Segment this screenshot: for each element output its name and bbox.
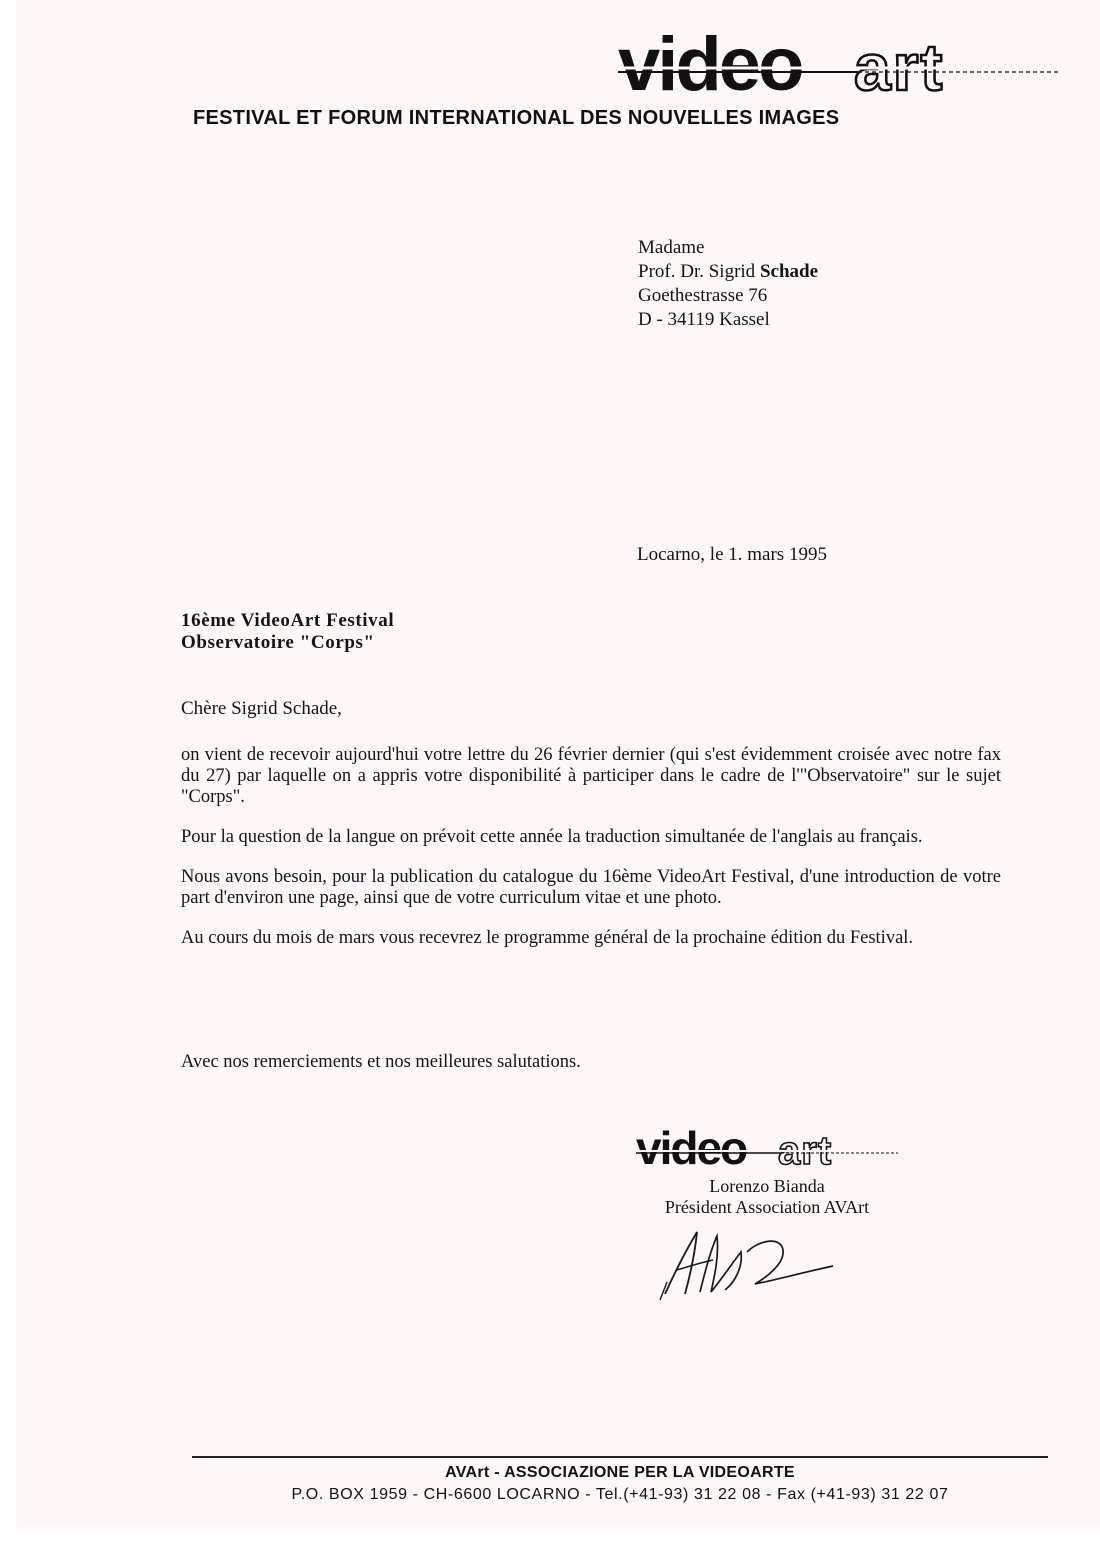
svg-text:art: art bbox=[854, 30, 945, 104]
letter-subject bbox=[181, 610, 394, 654]
videoart-logo bbox=[618, 20, 1058, 110]
scan-margin-bottom bbox=[0, 1530, 1100, 1555]
recipient-salutation-line: Madame bbox=[638, 237, 705, 258]
body-paragraph: Pour la question de la langue on prévoit cette année la traduction simultanée de l'anglais au français. bbox=[181, 827, 923, 847]
subject-line-2: Observatoire "Corps" bbox=[181, 632, 375, 653]
recipient-address bbox=[638, 236, 818, 332]
recipient-name bbox=[638, 260, 818, 284]
svg-text:video: video bbox=[636, 1122, 747, 1174]
letter-date: Locarno, le 1. mars 1995 bbox=[637, 544, 827, 565]
body-paragraph: on vient de recevoir aujourd'hui votre lettre du 26 février dernier (qui s'est évidemment croisée avec notre fax du 27) par laquelle on a appris votre disponibilité à participer dans le cadre de l'"Observatoire" sur le sujet "Corps". bbox=[181, 745, 1001, 807]
handwritten-signature bbox=[655, 1222, 845, 1302]
scan-margin-left bbox=[0, 0, 16, 1555]
letterhead-subtitle: FESTIVAL ET FORUM INTERNATIONAL DES NOUVELLES IMAGES bbox=[193, 107, 840, 129]
recipient-name-prefix: Prof. Dr. Sigrid bbox=[638, 261, 760, 282]
letter-footer bbox=[192, 1462, 1048, 1506]
subject-line-1: 16ème VideoArt Festival bbox=[181, 610, 395, 631]
letter-body bbox=[181, 745, 1001, 968]
svg-text:video: video bbox=[618, 22, 802, 107]
letter-salutation: Chère Sigrid Schade, bbox=[181, 698, 342, 719]
footer-divider bbox=[192, 1456, 1048, 1458]
signer-block bbox=[636, 1176, 898, 1218]
body-paragraph: Au cours du mois de mars vous recevrez le programme général de la prochaine édition du Festival. bbox=[181, 928, 914, 948]
recipient-street: Goethestrasse 76 bbox=[638, 285, 768, 306]
footer-contact: P.O. BOX 1959 - CH-6600 LOCARNO - Tel.(+41-93) 31 22 08 - Fax (+41-93) 31 22 07 bbox=[291, 1486, 949, 1503]
recipient-city: D - 34119 Kassel bbox=[638, 309, 770, 330]
recipient-surname: Schade bbox=[759, 261, 819, 282]
body-paragraph: Nous avons besoin, pour la publication du catalogue du 16ème VideoArt Festival, d'une introduction de votre part d'environ une page, ainsi que de votre curriculum vitae et une photo. bbox=[181, 867, 1001, 908]
svg-text:art: art bbox=[778, 1129, 833, 1173]
letter-closing: Avec nos remerciements et nos meilleures salutations. bbox=[181, 1052, 581, 1072]
videoart-signature-logo bbox=[636, 1122, 898, 1174]
signer-name: Lorenzo Bianda bbox=[709, 1176, 825, 1196]
signer-title: Président Association AVArt bbox=[664, 1197, 870, 1217]
footer-organization: AVArt - ASSOCIAZIONE PER LA VIDEOARTE bbox=[445, 1464, 795, 1481]
